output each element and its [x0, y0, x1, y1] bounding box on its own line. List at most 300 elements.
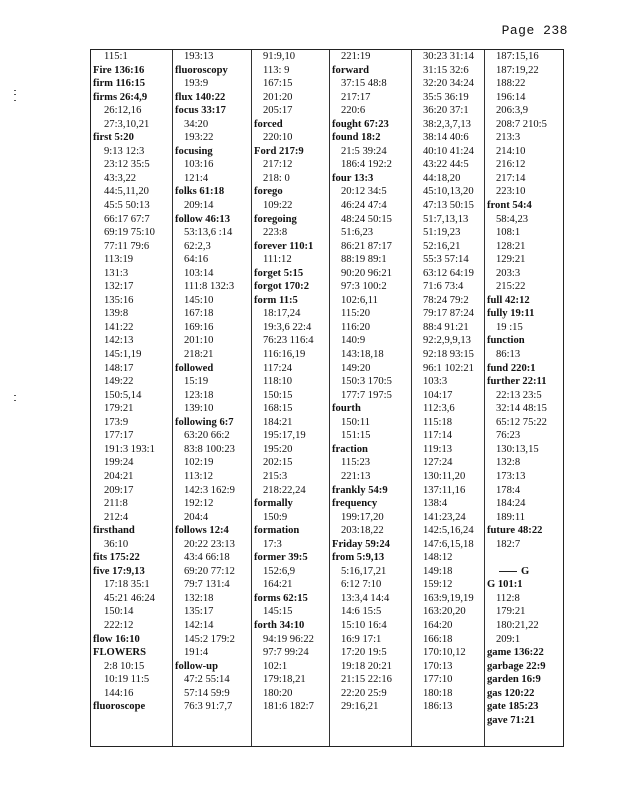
index-headword: flux 140:22 [175, 91, 226, 103]
index-headword: fits 175:22 [93, 552, 140, 564]
index-headword: Fire 136:16 [93, 64, 145, 76]
index-reference: 15:10 16:4 [341, 619, 387, 631]
index-reference: 221:19 [341, 51, 371, 62]
index-reference: 102:6,11 [341, 294, 378, 306]
index-reference: 79:17 87:24 [423, 308, 474, 320]
index-reference: 220:10 [263, 132, 293, 144]
index-reference: 152:6,9 [263, 565, 296, 577]
index-reference: 213:3 [496, 132, 521, 144]
index-headword: forth 34:10 [254, 619, 305, 631]
index-reference: 79:7 131:4 [184, 579, 230, 591]
index-headword: first 5:20 [93, 132, 134, 144]
index-reference: 9:13 12:3 [104, 145, 145, 157]
index-reference: 149:20 [341, 362, 371, 374]
index-reference: 92:2,9,9,13 [423, 335, 471, 347]
index-reference: 137:11,16 [423, 484, 466, 496]
index-headword: following 6:7 [175, 416, 234, 428]
index-reference: 51:6,23 [341, 227, 374, 239]
index-headword: forget 5:15 [254, 267, 304, 279]
index-reference: 19:18 20:21 [341, 660, 392, 672]
index-reference: 6:12 7:10 [341, 579, 382, 591]
index-reference: 208:7 210:5 [496, 118, 547, 130]
letter-rule [499, 571, 517, 572]
index-headword: gate 185:23 [487, 701, 539, 713]
index-reference: 144:16 [104, 687, 134, 699]
index-headword: form 11:5 [254, 294, 298, 306]
index-reference: 150:9 [263, 511, 288, 523]
index-reference: 215:3 [263, 470, 288, 482]
index-reference: 13:3,4 14:4 [341, 592, 390, 604]
index-headword: forms 62:15 [254, 592, 308, 604]
index-reference: 218:21 [184, 349, 214, 361]
index-reference: 149:18 [423, 565, 453, 577]
index-reference: 115:23 [341, 457, 371, 469]
index-reference: 69:20 77:12 [184, 565, 235, 577]
index-reference: 45:10,13,20 [423, 186, 474, 198]
index-headword: gas 120:22 [487, 687, 535, 699]
index-reference: 170:13 [423, 660, 453, 672]
index-reference: 211:8 [104, 498, 128, 510]
index-reference: 180:20 [263, 687, 293, 699]
index-reference: 149:22 [104, 376, 134, 388]
index-reference: 135:16 [104, 294, 134, 306]
index-reference: 102:19 [184, 457, 214, 469]
index-reference: 19:3,6 22:4 [263, 321, 312, 333]
index-reference: 91:9,10 [263, 51, 296, 62]
index-reference: 181:6 182:7 [263, 701, 314, 713]
index-reference: 151:15 [341, 430, 371, 442]
index-reference: 173:13 [496, 470, 526, 482]
index-reference: 112:3,6 [423, 403, 455, 415]
letter-heading: G [485, 565, 564, 579]
index-reference: 118:10 [263, 376, 293, 388]
index-reference: 163:20,20 [423, 606, 466, 618]
index-headword: frankly 54:9 [332, 484, 388, 496]
word-index-table [90, 49, 564, 747]
index-reference: 83:8 100:23 [184, 443, 235, 455]
index-reference: 113:12 [184, 470, 214, 482]
index-column [251, 50, 330, 746]
index-reference: 20:22 23:13 [184, 538, 235, 550]
index-reference: 102:1 [263, 660, 288, 672]
index-reference: 29:16,21 [341, 701, 379, 713]
index-headword: fully 19:11 [487, 308, 535, 320]
index-reference: 177:17 [104, 430, 134, 442]
index-reference: 116:16,19 [263, 349, 306, 361]
index-reference: 163:9,19,19 [423, 592, 474, 604]
index-reference: 147:6,15,18 [423, 538, 474, 550]
index-reference: 22:13 23:5 [496, 389, 542, 401]
index-headword: FLOWERS [93, 647, 146, 659]
index-headword: fraction [332, 443, 368, 455]
index-reference: 97:7 99:24 [263, 647, 309, 659]
index-headword: firms 26:4,9 [93, 91, 148, 103]
index-reference: 131:3 [104, 267, 129, 279]
index-reference: 203:3 [496, 267, 521, 279]
index-reference: 32:20 34:24 [423, 78, 474, 90]
index-reference: 135:17 [184, 606, 214, 618]
index-reference: 223:10 [496, 186, 526, 198]
index-reference: 64:16 [184, 254, 209, 266]
index-reference: 111:12 [263, 254, 292, 266]
index-reference: 177:7 197:5 [341, 389, 392, 401]
index-reference: 148:12 [423, 552, 453, 564]
index-reference: 159:12 [423, 579, 453, 591]
index-reference: 36:10 [104, 538, 129, 550]
index-reference: 142:3 162:9 [184, 484, 235, 496]
index-headword: Friday 59:24 [332, 538, 390, 550]
index-column [329, 50, 412, 746]
index-reference: 196:14 [496, 91, 526, 103]
index-reference: 66:17 67:7 [104, 213, 150, 225]
index-headword: fourth [332, 403, 361, 415]
index-reference: 115:20 [341, 308, 371, 320]
index-reference: 123:18 [184, 389, 214, 401]
index-reference: 187:19,22 [496, 64, 539, 76]
index-reference: 173:9 [104, 416, 129, 428]
index-reference: 180:21,22 [496, 619, 539, 631]
index-reference: 142:14 [184, 619, 214, 631]
index-reference: 222:12 [104, 619, 134, 631]
index-reference: 150:5,14 [104, 389, 142, 401]
index-reference: 104:17 [423, 389, 453, 401]
index-reference: 111:8 132:3 [184, 281, 235, 293]
index-reference: 78:24 79:2 [423, 294, 469, 306]
index-reference: 21:15 22:16 [341, 674, 392, 686]
index-reference: 15:19 [184, 376, 209, 388]
index-reference: 127:24 [423, 457, 453, 469]
index-reference: 214:10 [496, 145, 526, 157]
index-reference: 51:19,23 [423, 227, 461, 239]
index-reference: 166:18 [423, 633, 453, 645]
index-reference: 150:11 [341, 416, 371, 428]
index-headword: game 136:22 [487, 647, 544, 659]
index-reference: 204:4 [184, 511, 209, 523]
index-reference: 63:20 66:2 [184, 430, 230, 442]
index-headword: G 101:1 [487, 579, 523, 591]
index-reference: 141:22 [104, 321, 134, 333]
index-reference: 130:11,20 [423, 470, 466, 482]
index-reference: 199:17,20 [341, 511, 384, 523]
index-headword: former 39:5 [254, 552, 308, 564]
index-reference: 117:24 [263, 362, 293, 374]
index-reference: 201:10 [184, 335, 214, 347]
index-headword: firm 116:15 [93, 78, 146, 90]
index-reference: 193:9 [184, 78, 209, 90]
index-reference: 139:10 [184, 403, 214, 415]
index-reference: 65:12 75:22 [496, 416, 547, 428]
index-reference: 52:16,21 [423, 240, 461, 252]
index-reference: 119:13 [423, 443, 453, 455]
index-reference: 223:8 [263, 227, 288, 239]
index-reference: 94:19 96:22 [263, 633, 314, 645]
index-reference: 203:18,22 [341, 525, 384, 537]
index-reference: 77:11 79:6 [104, 240, 150, 252]
index-headword: formally [254, 498, 293, 510]
index-reference: 220:6 [341, 105, 366, 117]
index-reference: 177:10 [423, 674, 453, 686]
index-headword: four 13:3 [332, 172, 374, 184]
index-reference: 46:24 47:4 [341, 200, 387, 212]
index-reference: 44:5,11,20 [104, 186, 149, 198]
index-reference: 32:14 48:15 [496, 403, 547, 415]
index-reference: 45:5 50:13 [104, 200, 150, 212]
index-reference: 103:16 [184, 159, 214, 171]
index-reference: 63:12 64:19 [423, 267, 474, 279]
index-reference: 169:16 [184, 321, 214, 333]
index-reference: 2:8 10:15 [104, 660, 145, 672]
index-reference: 112:8 [496, 592, 520, 604]
index-reference: 191:3 193:1 [104, 443, 155, 455]
index-reference: 21:5 39:24 [341, 145, 387, 157]
index-reference: 90:20 96:21 [341, 267, 392, 279]
index-reference: 116:20 [341, 321, 371, 333]
index-reference: 17:18 35:1 [104, 579, 150, 591]
index-reference: 10:19 11:5 [104, 674, 150, 686]
index-reference: 76:3 91:7,7 [184, 701, 233, 713]
index-headword: future 48:22 [487, 525, 543, 537]
index-reference: 142:5,16,24 [423, 525, 474, 537]
index-headword: follows 12:4 [175, 525, 229, 537]
index-reference: 30:23 31:14 [423, 51, 474, 62]
index-headword: garden 16:9 [487, 674, 541, 686]
index-reference: 38:2,3,7,13 [423, 118, 471, 130]
index-reference: 164:20 [423, 619, 453, 631]
index-reference: 195:20 [263, 443, 293, 455]
index-column [484, 50, 564, 746]
index-headword: follow-up [175, 660, 218, 672]
index-headword: from 5:9,13 [332, 552, 385, 564]
index-reference: 31:15 32:6 [423, 64, 469, 76]
index-reference: 191:4 [184, 647, 209, 659]
index-reference: 121:4 [184, 172, 209, 184]
index-reference: 43:22 44:5 [423, 159, 469, 171]
index-reference: 115:1 [104, 51, 128, 62]
index-headword: fund 220:1 [487, 362, 536, 374]
index-reference: 192:12 [184, 498, 214, 510]
index-reference: 45:21 46:24 [104, 592, 155, 604]
index-reference: 150:3 170:5 [341, 376, 392, 388]
index-reference: 115:18 [423, 416, 453, 428]
index-reference: 217:17 [341, 91, 371, 103]
index-reference: 128:21 [496, 240, 526, 252]
index-reference: 35:5 36:19 [423, 91, 469, 103]
index-reference: 38:14 40:6 [423, 132, 469, 144]
index-reference: 141:23,24 [423, 511, 466, 523]
index-reference: 43:4 66:18 [184, 552, 230, 564]
index-reference: 178:4 [496, 484, 521, 496]
index-reference: 187:15,16 [496, 51, 539, 62]
index-reference: 140:9 [341, 335, 366, 347]
index-column [172, 50, 252, 746]
index-reference: 205:17 [263, 105, 293, 117]
index-reference: 17:3 [263, 538, 282, 550]
index-reference: 206:3,9 [496, 105, 529, 117]
index-reference: 189:11 [496, 511, 526, 523]
index-reference: 184:21 [263, 416, 293, 428]
index-reference: 23:12 35:5 [104, 159, 150, 171]
index-reference: 26:12,16 [104, 105, 142, 117]
index-reference: 132:17 [104, 281, 134, 293]
index-headword: firsthand [93, 525, 135, 537]
index-reference: 145:1,19 [104, 349, 142, 361]
index-reference: 86:21 87:17 [341, 240, 392, 252]
index-reference: 218: 0 [263, 172, 290, 184]
index-reference: 88:4 91:21 [423, 321, 469, 333]
index-reference: 51:7,13,13 [423, 213, 469, 225]
index-reference: 164:21 [263, 579, 293, 591]
index-reference: 19 :15 [496, 321, 523, 333]
index-reference: 130:13,15 [496, 443, 539, 455]
index-reference: 202:15 [263, 457, 293, 469]
index-headword: forward [332, 64, 370, 76]
index-reference: 209:1 [496, 633, 521, 645]
index-reference: 117:14 [423, 430, 453, 442]
index-reference: 108:1 [496, 227, 521, 239]
index-headword: focusing [175, 145, 213, 157]
index-reference: 180:18 [423, 687, 453, 699]
index-reference: 113: 9 [263, 64, 290, 76]
blank-line [485, 551, 564, 565]
index-headword: garbage 22:9 [487, 660, 546, 672]
index-headword: foregoing [254, 213, 297, 225]
index-headword: flow 16:10 [93, 633, 140, 645]
index-reference: 88:19 89:1 [341, 254, 387, 266]
index-headword: focus 33:17 [175, 105, 226, 117]
index-headword: forego [254, 186, 283, 198]
index-reference: 209:14 [184, 200, 214, 212]
index-reference: 20:12 34:5 [341, 186, 387, 198]
index-reference: 199:24 [104, 457, 134, 469]
index-headword: full 42:12 [487, 294, 530, 306]
index-reference: 57:14 59:9 [184, 687, 230, 699]
index-column [411, 50, 485, 746]
index-reference: 182:7 [496, 538, 521, 550]
index-reference: 22:20 25:9 [341, 687, 387, 699]
index-reference: 132:18 [184, 592, 214, 604]
index-reference: 188:22 [496, 78, 526, 90]
index-reference: 184:24 [496, 498, 526, 510]
index-reference: 142:13 [104, 335, 134, 347]
index-reference: 76:23 116:4 [263, 335, 314, 347]
index-reference: 148:17 [104, 362, 134, 374]
index-reference: 143:18,18 [341, 349, 384, 361]
index-reference: 209:17 [104, 484, 134, 496]
index-reference: 212:4 [104, 511, 129, 523]
index-reference: 44:18,20 [423, 172, 461, 184]
index-reference: 27:3,10,21 [104, 118, 150, 130]
index-reference: 58:4,23 [496, 213, 529, 225]
index-headword: fluoroscope [93, 701, 146, 713]
index-reference: 193:13 [184, 51, 214, 62]
index-reference: 47:2 55:14 [184, 674, 230, 686]
index-reference: 195:17,19 [263, 430, 306, 442]
index-reference: 168:15 [263, 403, 293, 415]
index-reference: 48:24 50:15 [341, 213, 392, 225]
index-reference: 145:15 [263, 606, 293, 618]
index-headword: gave 71:21 [487, 714, 535, 726]
index-reference: 97:3 100:2 [341, 281, 387, 293]
index-headword: frequency [332, 498, 378, 510]
index-reference: 92:18 93:15 [423, 349, 474, 361]
index-reference: 129:21 [496, 254, 526, 266]
index-reference: 132:8 [496, 457, 521, 469]
index-reference: 218:22,24 [263, 484, 306, 496]
index-headword: follow 46:13 [175, 213, 231, 225]
index-reference: 113:19 [104, 254, 134, 266]
index-headword: fluoroscopy [175, 64, 228, 76]
index-reference: 5:16,17,21 [341, 565, 387, 577]
index-reference: 37:15 48:8 [341, 78, 387, 90]
index-reference: 96:1 102:21 [423, 362, 474, 374]
index-reference: 55:3 57:14 [423, 254, 469, 266]
index-headword: Ford 217:9 [254, 145, 304, 157]
index-reference: 139:8 [104, 308, 129, 320]
index-reference: 69:19 75:10 [104, 227, 155, 239]
index-reference: 34:20 [184, 118, 209, 130]
index-reference: 40:10 41:24 [423, 145, 474, 157]
index-reference: 221:13 [341, 470, 371, 482]
index-reference: 43:3,22 [104, 172, 137, 184]
index-reference: 18:17,24 [263, 308, 301, 320]
index-reference: 103:3 [423, 376, 448, 388]
index-reference: 217:14 [496, 172, 526, 184]
index-reference: 76:23 [496, 430, 521, 442]
index-headword: folks 61:18 [175, 186, 225, 198]
index-reference: 47:13 50:15 [423, 200, 474, 212]
index-reference: 150:14 [104, 606, 134, 618]
index-reference: 179:21 [496, 606, 526, 618]
index-reference: 103:14 [184, 267, 214, 279]
index-reference: 71:6 73:4 [423, 281, 464, 293]
index-reference: 167:15 [263, 78, 293, 90]
index-headword: forgot 170:2 [254, 281, 310, 293]
index-reference: 186:13 [423, 701, 453, 713]
index-reference: 167:18 [184, 308, 214, 320]
index-headword: formation [254, 525, 300, 537]
page-number: Page 238 [501, 23, 568, 38]
index-reference: 201:20 [263, 91, 293, 103]
index-reference: 14:6 15:5 [341, 606, 382, 618]
index-reference: 16:9 17:1 [341, 633, 382, 645]
index-headword: further 22:11 [487, 376, 547, 388]
index-reference: 204:21 [104, 470, 134, 482]
index-reference: 193:22 [184, 132, 214, 144]
index-reference: 217:12 [263, 159, 293, 171]
index-reference: 170:10,12 [423, 647, 466, 659]
index-headword: fought 67:23 [332, 118, 389, 130]
index-headword: forced [254, 118, 283, 130]
index-reference: 86:13 [496, 349, 521, 361]
index-reference: 215:22 [496, 281, 526, 293]
index-reference: 216:12 [496, 159, 526, 171]
index-reference: 179:21 [104, 403, 134, 415]
index-reference: 62:2,3 [184, 240, 211, 252]
index-reference: 138:4 [423, 498, 448, 510]
index-reference: 17:20 19:5 [341, 647, 387, 659]
index-reference: 53:13,6 :14 [184, 227, 233, 239]
index-reference: 179:18,21 [263, 674, 306, 686]
index-reference: 109:22 [263, 200, 293, 212]
index-headword: followed [175, 362, 214, 374]
index-reference: 36:20 37:1 [423, 105, 469, 117]
index-headword: five 17:9,13 [93, 565, 145, 577]
index-headword: function [487, 335, 525, 347]
index-headword: forever 110:1 [254, 240, 314, 252]
index-headword: found 18:2 [332, 132, 381, 144]
index-headword: front 54:4 [487, 200, 532, 212]
index-column [91, 50, 172, 746]
